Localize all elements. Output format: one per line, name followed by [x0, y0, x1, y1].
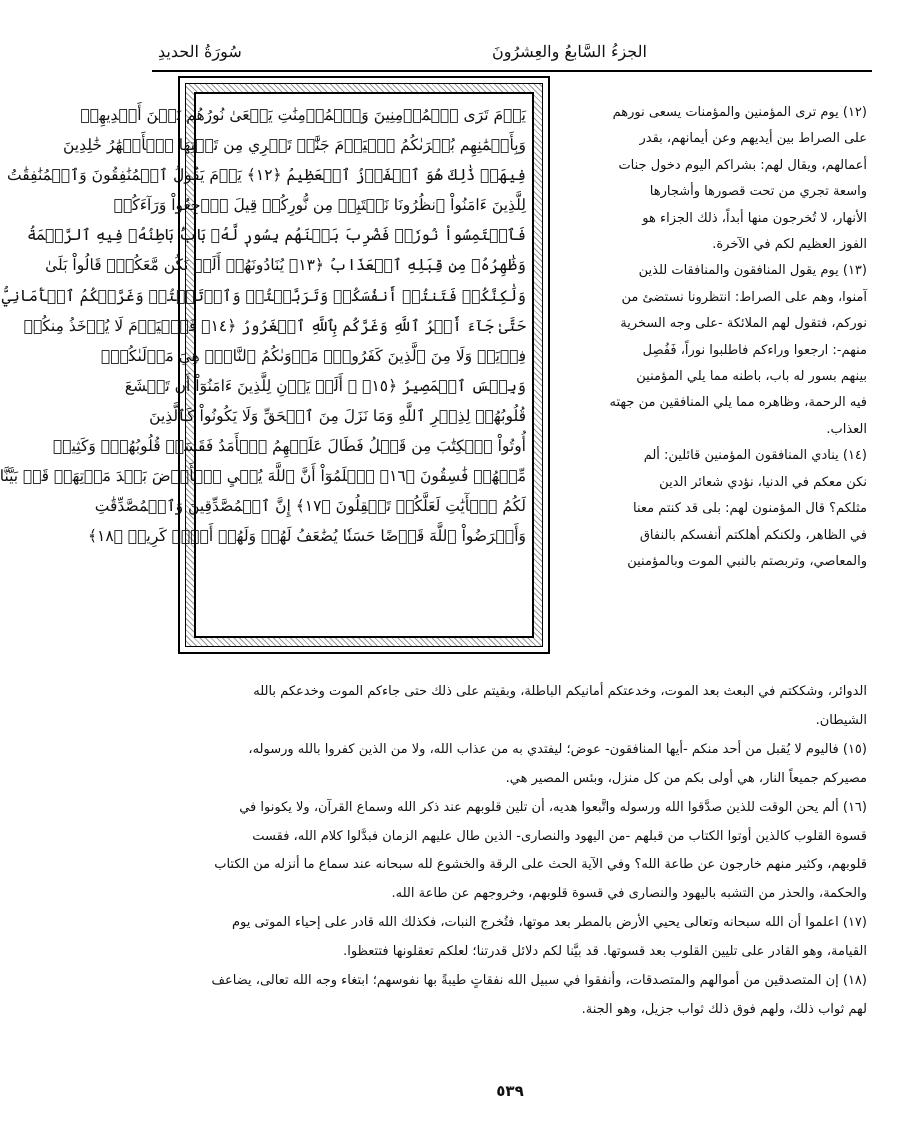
quran-line: مِّنۡهُمۡ فَٰسِقُونَ ﴿١٦﴾ ٱعۡلَمُوٓاْ أَنَّ ٱللَّهَ يُحۡيِ ٱلۡأَرۡضَ بَعۡدَ مَوۡتِهَاۚ قَدۡ بَيَّنَّا [0, 467, 526, 486]
tafsir-line: والمعاصي، وتربصتم بالنبي الموت وبالمؤمنين [627, 553, 867, 569]
tafsir-side-column [555, 100, 867, 575]
quran-line: فِيهَاۚ ذَٰلِكَ هُوَ ٱلۡفَوۡزُ ٱلۡعَظِيمُ ﴿١٢﴾ يَوۡمَ يَقُولُ ٱلۡمُنَٰفِقُونَ وَٱلۡمُنَٰفِقَٰتُ [7, 166, 526, 185]
tafsir-line: نوركم، فتقول لهم الملائكة -على وجه السخرية [620, 316, 867, 332]
page-number: ٥٣٩ [496, 1082, 524, 1100]
tafsir-line: (١٦) ألم يحن الوقت للذين صدَّقوا الله ورسوله واتَّبعوا هديه، أن تلين قلوبهم عند ذكر الله وسماع القرآن، ولا يكونوا في [239, 799, 867, 815]
tafsir-line: الفوز العظيم لكم في الآخرة. [712, 237, 867, 253]
tafsir-line: (١٨) إن المتصدقين من أموالهم والمتصدقات، وأنفقوا في سبيل الله نفقاتٍ طيبةً بها نفوسهم؛ ابتغاء وجه الله تعالى، يضاعف [211, 973, 867, 989]
tafsir-line: منهم-: ارجعوا وراءكم فاطلبوا نوراً، فَفُصِل [642, 342, 867, 358]
tafsir-line: الأنهار، لا تُخرجون منها أبداً، ذلك الجزاء هو [642, 210, 867, 226]
tafsir-line: نكن معكم في الدنيا، نؤدي شعائر الدين [659, 474, 867, 490]
quran-line: فِدۡيَةٞ وَلَا مِنَ ٱلَّذِينَ كَفَرُواْۚ مَأۡوَىٰكُمُ ٱلنَّارُۖ هِيَ مَوۡلَىٰكُمۡۖ [101, 346, 526, 365]
tafsir-full-width [149, 678, 867, 1025]
tafsir-line: لهم ثواب ذلك، ولهم فوق ذلك ثواب جزيل، وهو الجنة. [581, 1001, 867, 1017]
tafsir-line: فيه الرحمة، وظاهره مما يلي المنافقين من جهته [609, 395, 867, 411]
tafsir-line: الدوائر، وشككتم في البعث بعد الموت، وخدعتكم أمانيكم الباطلة، وبقيتم على ذلك حتى جاءكم الموت وخدعكم بالله [253, 684, 867, 699]
tafsir-line: القيامة، وهو القادر على تليين القلوب بعد قسوتها. قد بيَّنا لكم دلائل قدرتنا؛ لعلكم تعقلونها فتتعظوا. [343, 944, 867, 960]
tafsir-line: قسوة القلوب كالذين أوتوا الكتاب من قبلهم -من اليهود والنصارى- الذين طال عليهم الزمان فبدَّلوا كلام الله، فقست [252, 828, 867, 844]
quran-line: لَكُمُ ٱلۡأٓيَٰتِ لَعَلَّكُمۡ تَعۡقِلُونَ ﴿١٧﴾ إِنَّ ٱلۡمُصَّدِّقِينَ وَٱلۡمُصَّدِّقَٰتِ [94, 497, 526, 516]
tafsir-line: أعمالهم، ويقال لهم: بشراكم اليوم دخول جنات [618, 157, 867, 173]
quran-line: لِلَّذِينَ ءَامَنُواْ ٱنظُرُونَا نَقۡتَبِسۡ مِن نُّورِكُمۡ قِيلَ ٱرۡجِعُواْ وَرَآءَكُمۡ [113, 196, 526, 215]
quran-frame [0, 76, 550, 654]
juz-title: الجزءُ السَّابعُ والعِشرُونَ [492, 42, 647, 61]
quran-line: وَلَٰكِنَّكُمۡ فَتَنتُمۡ أَنفُسَكُمۡ وَتَرَبَّصۡتُمۡ وَٱرۡتَبۡتُمۡ وَغَرَّتۡكُمُ ٱلۡأَمَانِيُّ [1, 286, 526, 305]
tafsir-line: على الصراط بين أيديهم وعن أيمانهم، بقدر [639, 131, 867, 147]
quran-text-box [0, 92, 534, 638]
tafsir-line: والحكمة، والحذر من التشبه باليهود والنصارى في قسوة قلوبهم، وخروجهم عن طاعة الله. [391, 886, 867, 902]
tafsir-line: بينهم بسور له باب، باطنه مما يلي المؤمنين [636, 369, 867, 385]
tafsir-line: (١٥) فاليوم لا يُقبل من أحد منكم -أيها المنافقون- عوض؛ ليفتدي به من عذاب الله، ولا من الذين كفروا بالله ورسوله، [248, 741, 867, 757]
tafsir-line: في الظاهر، ولكنكم أهلكتم أنفسكم بالنفاق [639, 527, 867, 543]
quran-line: وَظَٰهِرُهُۥ مِن قِبَلِهِ ٱلۡعَذَابُ ﴿١٣﴾ يُنَادُونَهُمۡ أَلَمۡ نَكُن مَّعَكُمۡۖ قَالُواْ بَلَىٰ [45, 256, 526, 275]
quran-line: وَأَقۡرَضُواْ ٱللَّهَ قَرۡضًا حَسَنٗا يُضَٰعَفُ لَهُمۡ وَلَهُمۡ أَجۡرٞ كَرِيمٞ ﴿١٨﴾ [87, 527, 526, 546]
quran-line: فَٱلۡتَمِسُواْ نُورٗاۖ فَضُرِبَ بَيۡنَهُم بِسُورٖ لَّهُۥ بَابُۢ بَاطِنُهُۥ فِيهِ ٱلرَّحۡمَةُ [26, 226, 526, 245]
tafsir-line: (١٣) يوم يقول المنافقون والمنافقات للذين [638, 263, 867, 279]
tafsir-line: الشيطان. [815, 712, 867, 728]
tafsir-line: (١٤) ينادي المنافقون المؤمنين قائلين: ألم [643, 448, 867, 464]
tafsir-line: (١٧) اعلموا أن الله سبحانه وتعالى يحيي الأرض بالمطر بعد موتها، فتُخرج النبات، فكذلك الله قادر على إحياء الموتى يوم [232, 915, 867, 931]
quran-line: وَبِأَيۡمَٰنِهِم بُشۡرَىٰكُمُ ٱلۡيَوۡمَ جَنَّٰتٞ تَجۡرِي مِن تَحۡتِهَا ٱلۡأَنۡهَٰرُ خَٰلِدِينَ [63, 136, 526, 155]
tafsir-line: قلوبهم، وكثير منهم خارجون عن طاعة الله؟ وفي الآية الحث على الرقة والخشوع لله سبحانه عند سماع ما أنزله من الكتاب [214, 857, 867, 873]
quran-line: حَتَّىٰ جَآءَ أَمۡرُ ٱللَّهِ وَغَرَّكُم بِٱللَّهِ ٱلۡغَرُورُ ﴿١٤﴾ فَٱلۡيَوۡمَ لَا يُؤۡخَذُ مِنكُمۡ [23, 316, 526, 335]
tafsir-line: (١٢) يوم ترى المؤمنين والمؤمنات يسعى نورهم [612, 105, 867, 120]
tafsir-line: العذاب. [826, 421, 867, 437]
quran-text [0, 100, 526, 551]
tafsir-line: آمنوا، وهم على الصراط: انتظرونا نستضئ من [621, 289, 867, 305]
quran-line: وَبِئۡسَ ٱلۡمَصِيرُ ﴿١٥﴾ ۞ أَلَمۡ يَأۡنِ لِلَّذِينَ ءَامَنُوٓاْ أَن تَخۡشَعَ [124, 376, 526, 395]
tafsir-line: مثلكم؟ قال المؤمنون لهم: بلى قد كنتم معنا [632, 501, 867, 517]
quran-line: يَوۡمَ تَرَى ٱلۡمُؤۡمِنِينَ وَٱلۡمُؤۡمِنَٰتِ يَسۡعَىٰ نُورُهُم بَيۡنَ أَيۡدِيهِمۡ [80, 106, 526, 124]
quran-line: قُلُوبُهُمۡ لِذِكۡرِ ٱللَّهِ وَمَا نَزَلَ مِنَ ٱلۡحَقِّ وَلَا يَكُونُواْ كَٱلَّذِينَ [149, 406, 526, 425]
tafsir-line: مصيركم جميعاً النار، هي أولى بكم من كل منزل، وبئس المصير هي. [505, 770, 867, 786]
page-header [152, 34, 872, 72]
tafsir-line: واسعة تجري من تحت قصورها وأشجارها [649, 184, 867, 200]
quran-line: أُوتُواْ ٱلۡكِتَٰبَ مِن قَبۡلُ فَطَالَ عَلَيۡهِمُ ٱلۡأَمَدُ فَقَسَتۡ قُلُوبُهُمۡۖ وَكَثِيرٞ [52, 437, 526, 456]
ornamental-border [0, 83, 543, 647]
surah-title: سُورَةُ الحديدِ [158, 42, 242, 61]
